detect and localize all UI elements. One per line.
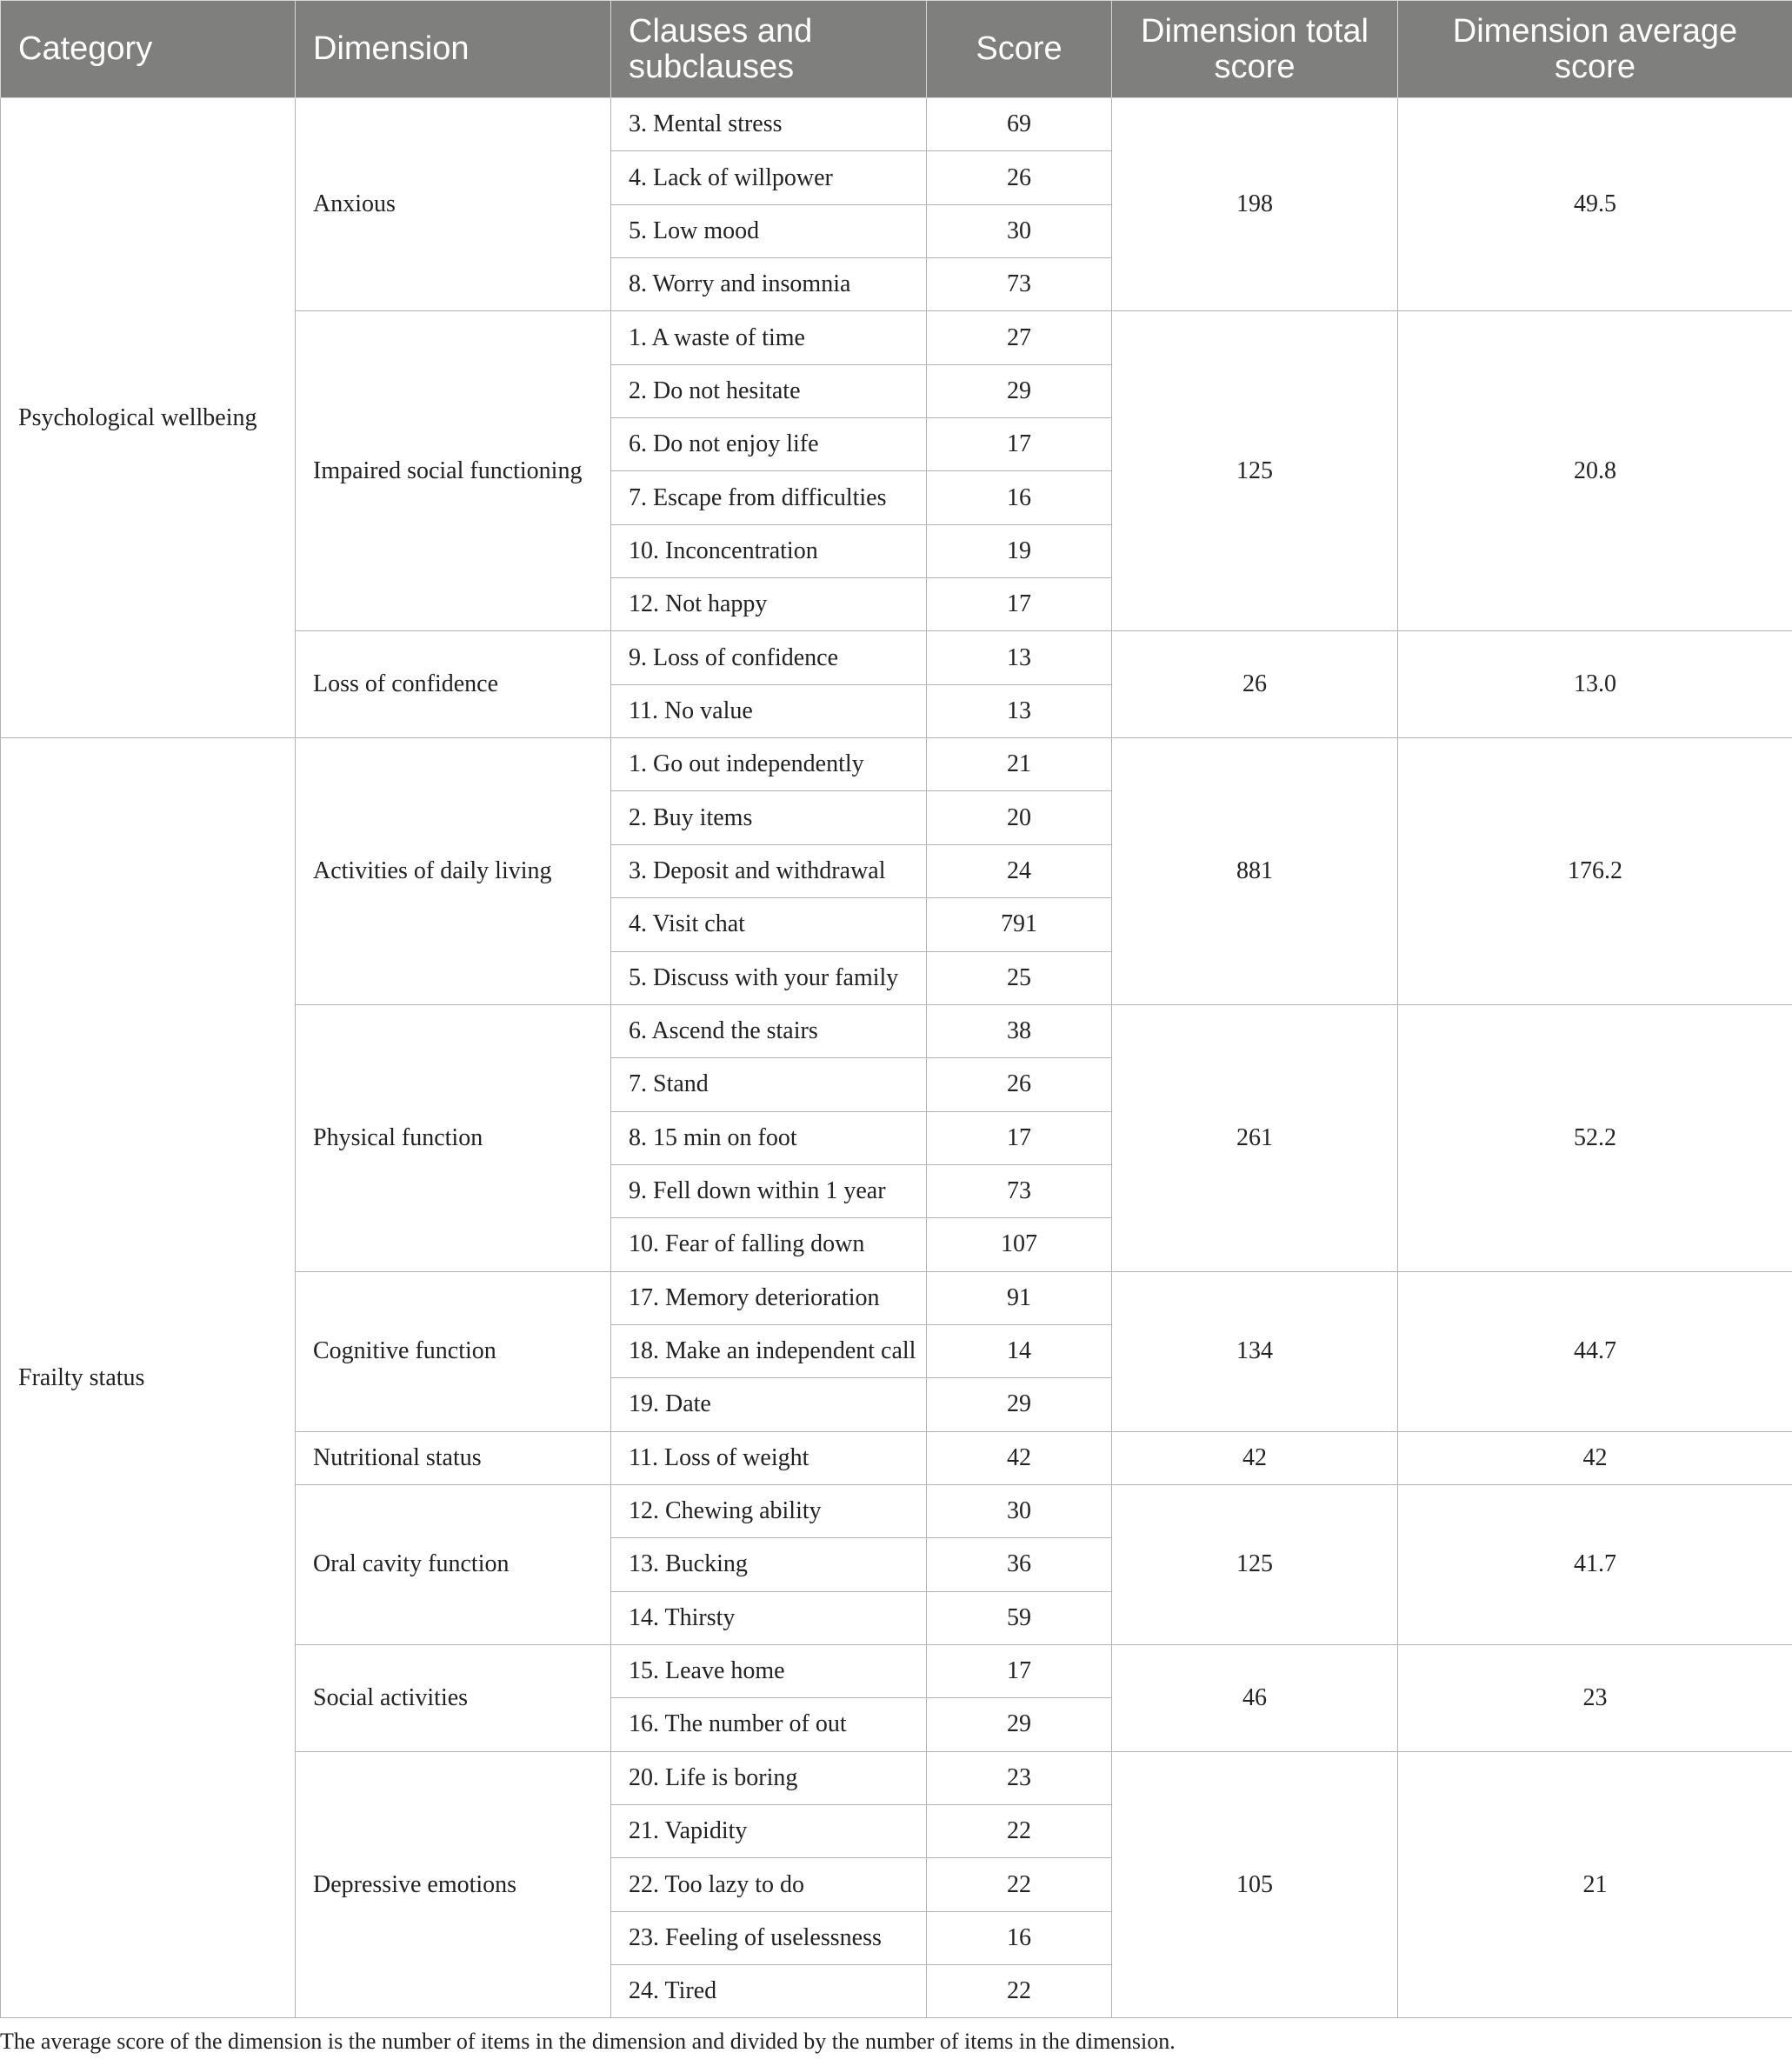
dimension-cell: Oral cavity function: [296, 1484, 611, 1644]
clause-cell: 7. Stand: [611, 1058, 927, 1111]
header-dimension-total: Dimension total score: [1112, 1, 1398, 98]
score-cell: 22: [927, 1965, 1112, 2018]
dimension-average-cell: 44.7: [1398, 1271, 1792, 1431]
score-cell: 14: [927, 1324, 1112, 1377]
header-clauses: Clauses and subclauses: [611, 1, 927, 98]
dimension-total-cell: 105: [1112, 1751, 1398, 2018]
score-cell: 25: [927, 951, 1112, 1004]
score-cell: 30: [927, 204, 1112, 257]
dimension-total-cell: 26: [1112, 631, 1398, 738]
score-cell: 16: [927, 471, 1112, 524]
category-cell: Psychological wellbeing: [1, 98, 296, 738]
dimension-total-cell: 46: [1112, 1644, 1398, 1751]
clause-cell: 8. Worry and insomnia: [611, 258, 927, 311]
clause-cell: 1. Go out independently: [611, 738, 927, 791]
clause-cell: 9. Fell down within 1 year: [611, 1164, 927, 1217]
clause-cell: 5. Low mood: [611, 204, 927, 257]
dimension-cell: Activities of daily living: [296, 738, 611, 1005]
dimension-total-cell: 881: [1112, 738, 1398, 1005]
clause-cell: 3. Mental stress: [611, 98, 927, 151]
score-cell: 42: [927, 1431, 1112, 1484]
header-row: [1, 1, 1792, 98]
clause-cell: 17. Memory deterioration: [611, 1271, 927, 1324]
score-cell: 17: [927, 418, 1112, 471]
dimension-average-cell: 49.5: [1398, 98, 1792, 311]
clause-cell: 9. Loss of confidence: [611, 631, 927, 684]
table-header: [1, 1, 1792, 98]
clause-cell: 11. No value: [611, 684, 927, 737]
dimension-cell: Loss of confidence: [296, 631, 611, 738]
clause-cell: 16. The number of out: [611, 1698, 927, 1751]
clause-cell: 2. Buy items: [611, 791, 927, 844]
score-cell: 17: [927, 1644, 1112, 1697]
score-cell: 22: [927, 1858, 1112, 1911]
clause-cell: 15. Leave home: [611, 1644, 927, 1697]
score-cell: 17: [927, 578, 1112, 631]
clause-cell: 14. Thirsty: [611, 1591, 927, 1644]
clause-cell: 6. Do not enjoy life: [611, 418, 927, 471]
score-cell: 19: [927, 524, 1112, 577]
score-cell: 13: [927, 684, 1112, 737]
score-cell: 17: [927, 1111, 1112, 1164]
clause-cell: 2. Do not hesitate: [611, 364, 927, 417]
clause-cell: 19. Date: [611, 1378, 927, 1431]
dimension-average-cell: 176.2: [1398, 738, 1792, 1005]
dimension-total-cell: 134: [1112, 1271, 1398, 1431]
score-cell: 91: [927, 1271, 1112, 1324]
clause-cell: 21. Vapidity: [611, 1805, 927, 1858]
table-row: [1, 738, 1792, 791]
score-cell: 21: [927, 738, 1112, 791]
dimension-total-cell: 125: [1112, 311, 1398, 631]
score-cell: 27: [927, 311, 1112, 364]
clause-cell: 23. Feeling of uselessness: [611, 1911, 927, 1964]
clause-cell: 4. Lack of willpower: [611, 151, 927, 204]
clause-cell: 4. Visit chat: [611, 898, 927, 951]
dimension-total-cell: 198: [1112, 98, 1398, 311]
header-category: Category: [1, 1, 296, 98]
score-cell: 24: [927, 844, 1112, 897]
score-cell: 38: [927, 1004, 1112, 1057]
clause-cell: 7. Escape from difficulties: [611, 471, 927, 524]
clause-cell: 6. Ascend the stairs: [611, 1004, 927, 1057]
dimension-average-cell: 41.7: [1398, 1484, 1792, 1644]
clause-cell: 8. 15 min on foot: [611, 1111, 927, 1164]
score-cell: 26: [927, 151, 1112, 204]
dimension-total-cell: 42: [1112, 1431, 1398, 1484]
score-cell: 30: [927, 1484, 1112, 1537]
score-cell: 29: [927, 364, 1112, 417]
score-cell: 36: [927, 1538, 1112, 1591]
score-cell: 13: [927, 631, 1112, 684]
header-dimension: Dimension: [296, 1, 611, 98]
score-cell: 73: [927, 258, 1112, 311]
clause-cell: 22. Too lazy to do: [611, 1858, 927, 1911]
dimension-cell: Nutritional status: [296, 1431, 611, 1484]
clause-cell: 1. A waste of time: [611, 311, 927, 364]
score-cell: 59: [927, 1591, 1112, 1644]
header-score: Score: [927, 1, 1112, 98]
clause-cell: 13. Bucking: [611, 1538, 927, 1591]
header-dimension-average: Dimension average score: [1398, 1, 1792, 98]
dimension-average-cell: 23: [1398, 1644, 1792, 1751]
score-cell: 791: [927, 898, 1112, 951]
table-body: [1, 98, 1792, 2018]
dimension-average-cell: 13.0: [1398, 631, 1792, 738]
dimension-total-cell: 261: [1112, 1004, 1398, 1271]
score-cell: 29: [927, 1378, 1112, 1431]
clause-cell: 18. Make an independent call: [611, 1324, 927, 1377]
table-footnote: The average score of the dimension is the number of items in the dimension and divided by the number of items in the dimension.: [0, 2029, 1176, 2054]
category-cell: Frailty status: [1, 738, 296, 2018]
score-cell: 22: [927, 1805, 1112, 1858]
clause-cell: 24. Tired: [611, 1965, 927, 2018]
clause-cell: 12. Chewing ability: [611, 1484, 927, 1537]
clause-cell: 10. Fear of falling down: [611, 1218, 927, 1271]
score-cell: 16: [927, 1911, 1112, 1964]
score-cell: 69: [927, 98, 1112, 151]
dimension-cell: Impaired social functioning: [296, 311, 611, 631]
score-cell: 73: [927, 1164, 1112, 1217]
clause-cell: 5. Discuss with your family: [611, 951, 927, 1004]
clause-cell: 20. Life is boring: [611, 1751, 927, 1804]
clause-cell: 10. Inconcentration: [611, 524, 927, 577]
dimension-cell: Depressive emotions: [296, 1751, 611, 2018]
clause-cell: 12. Not happy: [611, 578, 927, 631]
dimension-cell: Anxious: [296, 98, 611, 311]
clause-cell: 11. Loss of weight: [611, 1431, 927, 1484]
dimension-average-cell: 20.8: [1398, 311, 1792, 631]
dimension-cell: Social activities: [296, 1644, 611, 1751]
dimension-average-cell: 42: [1398, 1431, 1792, 1484]
dimension-average-cell: 21: [1398, 1751, 1792, 2018]
dimension-total-cell: 125: [1112, 1484, 1398, 1644]
score-cell: 20: [927, 791, 1112, 844]
score-cell: 29: [927, 1698, 1112, 1751]
dimension-cell: Cognitive function: [296, 1271, 611, 1431]
score-cell: 23: [927, 1751, 1112, 1804]
score-cell: 107: [927, 1218, 1112, 1271]
score-cell: 26: [927, 1058, 1112, 1111]
dimension-cell: Physical function: [296, 1004, 611, 1271]
clause-cell: 3. Deposit and withdrawal: [611, 844, 927, 897]
table-row: [1, 98, 1792, 151]
dimension-average-cell: 52.2: [1398, 1004, 1792, 1271]
